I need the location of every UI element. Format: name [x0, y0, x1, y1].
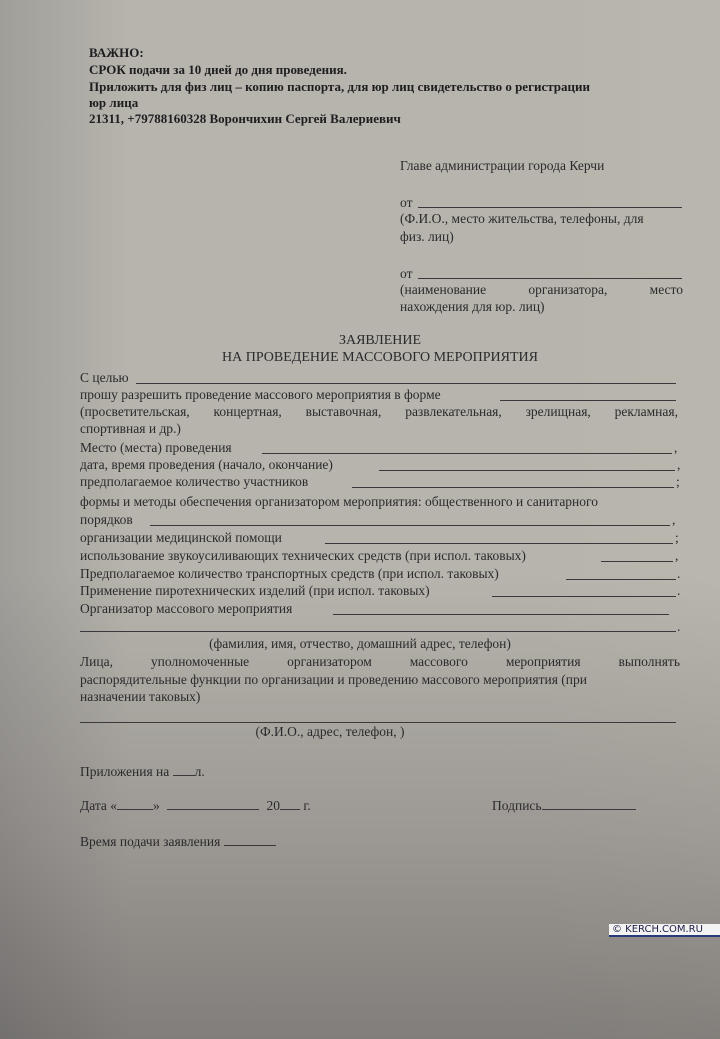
from-hint-2-line1	[400, 282, 683, 298]
participants-label: предполагаемое количество участников	[80, 474, 309, 489]
organizer-label: Организатор массового мероприятия	[80, 601, 293, 616]
addressee-to: Главе администрации города Керчи	[400, 158, 605, 173]
submit-time-row	[80, 833, 276, 850]
pyro-label: Применение пиротехнических изделий (при испол. таковых)	[80, 583, 430, 598]
note-heading: ВАЖНО:	[89, 45, 144, 60]
order-label-line1: формы и методы обеспечения организатором мероприятия: общественного и санитарного	[80, 494, 598, 509]
signature-row	[492, 797, 636, 814]
note-contact: 21311, +79788160328 Ворончихин Сергей Валериевич	[89, 111, 401, 126]
authorized-field[interactable]	[80, 722, 676, 723]
sound-label: использование звукоусиливающих технических средств (при испол. таковых)	[80, 548, 526, 563]
authorized-line3: назначении таковых)	[80, 689, 201, 704]
transport-punct: .	[677, 566, 681, 581]
note-deadline: СРОК подачи за 10 дней до дня проведения.	[89, 62, 347, 77]
pyro-field[interactable]	[492, 596, 676, 597]
hint-word: рекламная,	[614, 404, 678, 419]
authorized-hint: (Ф.И.О., адрес, телефон, )	[255, 724, 405, 739]
sound-field[interactable]	[601, 561, 673, 562]
authorized-line2: распорядительные функции по организации и проведению массового мероприятия (при	[80, 672, 587, 687]
organizer-hint: (фамилия, имя, отчество, домашний адрес, телефон)	[209, 636, 511, 651]
date-close-quote: »	[153, 798, 160, 813]
attachments-text: Приложения на	[80, 764, 170, 779]
from-field-2[interactable]	[418, 278, 682, 279]
pyro-punct: .	[677, 583, 681, 598]
place-punct: ,	[674, 440, 678, 455]
hint-word: (просветительская,	[80, 404, 190, 419]
date-label: Дата «	[80, 798, 118, 813]
note-attachments-line1: Приложить для физ лиц – копию паспорта, для юр лиц свидетельство о регистрации	[89, 79, 590, 94]
year-prefix: 20	[266, 798, 281, 813]
date-month-field[interactable]	[167, 797, 259, 810]
title-line1: ЗАЯВЛЕНИЕ	[338, 333, 422, 348]
year-suffix: г.	[303, 798, 311, 813]
medical-label: организации медицинской помощи	[80, 530, 282, 545]
from-label-2: от	[400, 266, 413, 281]
attachments-label	[80, 763, 205, 780]
from-label-1: от	[400, 195, 413, 210]
medical-field[interactable]	[325, 543, 673, 544]
title-line2: НА ПРОВЕДЕНИЕ МАССОВОГО МЕРОПРИЯТИЯ	[221, 350, 539, 365]
hint-word: развлекательная,	[405, 404, 502, 419]
authorized-line1	[80, 654, 680, 670]
submit-time-field[interactable]	[224, 833, 276, 846]
participants-field[interactable]	[352, 487, 674, 488]
datetime-field[interactable]	[379, 470, 675, 471]
text-word: уполномоченные	[150, 654, 250, 669]
hint-word: место	[649, 282, 683, 297]
purpose-label: С целью	[80, 370, 129, 385]
hint-word: (наименование	[400, 282, 487, 297]
attachments-suffix: л.	[194, 764, 205, 779]
hint-word: концертная,	[213, 404, 282, 419]
event-form-field[interactable]	[500, 400, 676, 401]
medical-punct: ;	[675, 530, 679, 545]
participants-punct: ;	[676, 474, 680, 489]
text-word: мероприятия	[505, 654, 581, 669]
text-word: массового	[409, 654, 468, 669]
forms-hint-line1	[80, 404, 678, 420]
site-watermark: © KERCH.COM.RU	[609, 924, 720, 937]
organizer-field[interactable]	[333, 614, 669, 615]
hint-word: зрелищная,	[525, 404, 591, 419]
sound-punct: ,	[675, 548, 679, 563]
signature-field[interactable]	[542, 797, 636, 810]
text-word: выполнять	[618, 654, 680, 669]
hint-word: выставочная,	[305, 404, 382, 419]
purpose-field[interactable]	[136, 383, 676, 384]
order-field[interactable]	[150, 525, 670, 526]
note-attachments-line2: юр лица	[89, 95, 139, 110]
place-field[interactable]	[262, 453, 672, 454]
request-label: прошу разрешить проведение массового мероприятия в форме	[80, 387, 441, 402]
date-row	[80, 797, 311, 814]
hint-word: организатора,	[528, 282, 608, 297]
organizer-field-line2[interactable]	[80, 631, 676, 632]
signature-label: Подпись	[492, 798, 542, 813]
text-word: Лица,	[80, 654, 113, 669]
date-year-field[interactable]	[280, 797, 300, 810]
text-word: организатором	[287, 654, 372, 669]
from-hint-1-line2: физ. лиц)	[400, 229, 454, 244]
attachments-count-field[interactable]	[173, 763, 195, 776]
forms-hint-line2: спортивная и др.)	[80, 421, 181, 436]
from-hint-1-line1: (Ф.И.О., место жительства, телефоны, для	[400, 211, 644, 226]
datetime-label: дата, время проведения (начало, окончание)	[80, 457, 333, 472]
transport-field[interactable]	[566, 579, 676, 580]
from-hint-2-line2: нахождения для юр. лиц)	[400, 299, 545, 314]
date-day-field[interactable]	[117, 797, 153, 810]
submit-time-label: Время подачи заявления	[80, 834, 221, 849]
organizer-punct: .	[677, 619, 681, 634]
place-label: Место (места) проведения	[80, 440, 232, 455]
order-label-line2: порядков	[80, 512, 133, 527]
from-field-1[interactable]	[418, 207, 682, 208]
datetime-punct: ,	[677, 457, 681, 472]
order-punct: ,	[672, 512, 676, 527]
transport-label: Предполагаемое количество транспортных средств (при испол. таковых)	[80, 566, 499, 581]
